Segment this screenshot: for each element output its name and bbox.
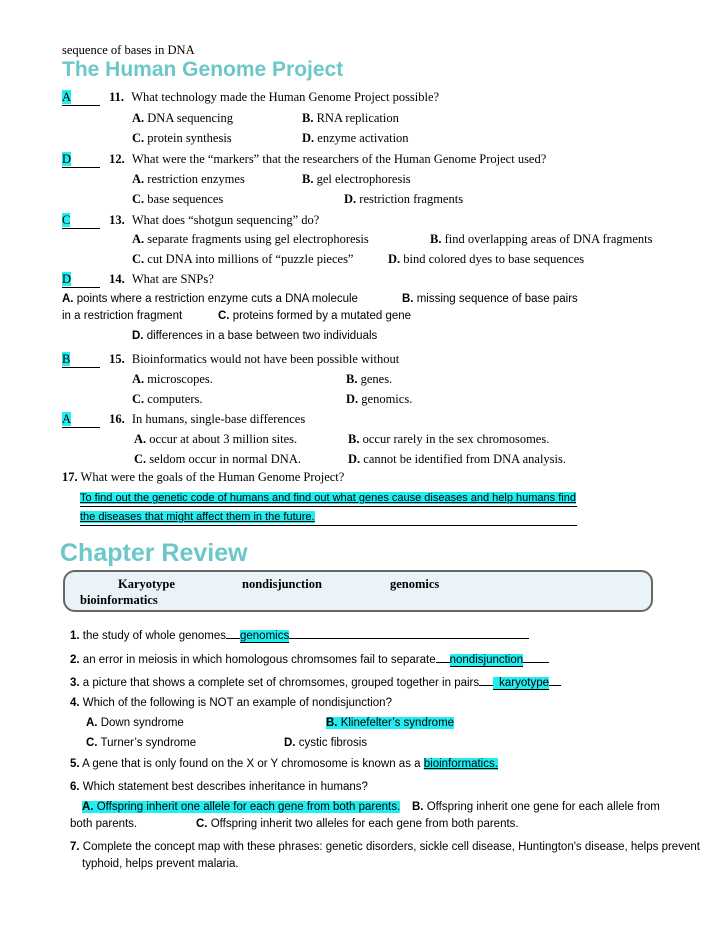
answer-value: B — [62, 352, 71, 366]
option-b-continued: both parents. — [70, 818, 138, 830]
review-item-3: 3. a picture that shows a complete set of chromsomes, grouped together in pairs karyotype — [70, 673, 561, 691]
option-b: B. Klinefelter’s syndrome — [326, 717, 455, 729]
answer-blank — [62, 412, 100, 428]
answer-value: karyotype — [493, 677, 549, 690]
question-16 — [62, 412, 305, 428]
answer-line-1: To find out the genetic code of humans and find out what genes cause diseases and help humans find — [80, 491, 577, 507]
option-c: C. protein synthesis — [132, 131, 232, 145]
word-bank-item: bioinformatics — [80, 593, 158, 607]
option-a: A. occur at about 3 million sites. — [134, 432, 298, 446]
option-c: C. cut DNA into millions of “puzzle pieces” — [132, 252, 354, 266]
option-b: B. genes. — [346, 372, 393, 386]
review-item-1: 1. the study of whole genomes genomics — [70, 626, 529, 644]
question-text: What are SNPs? — [131, 272, 214, 286]
word-bank-item: genomics — [390, 577, 440, 591]
answer-value: nondisjunction — [449, 654, 524, 666]
section-title-human-genome: The Human Genome Project — [62, 58, 344, 81]
section-title-chapter-review: Chapter Review — [60, 539, 248, 567]
answer-value: bioinformatics. — [423, 758, 498, 770]
answer-line-2: the diseases that might affect them in the future. — [80, 510, 577, 526]
option-c: C. Turner’s syndrome — [86, 737, 197, 749]
option-a-continued: in a restriction fragment — [62, 310, 183, 322]
option-c: C. seldom occur in normal DNA. — [134, 452, 301, 466]
review-item-4: 4. Which of the following is NOT an example of nondisjunction? — [70, 697, 392, 709]
answer-value: C — [62, 213, 71, 227]
option-b: B. Offspring inherit one gene for each allele from — [412, 801, 660, 813]
answer-value: A — [62, 412, 72, 426]
question-number: 12. — [109, 152, 125, 166]
option-c: C. proteins formed by a mutated gene — [218, 310, 412, 322]
option-b: B. occur rarely in the sex chromosomes. — [348, 432, 550, 446]
option-a: A. restriction enzymes — [132, 172, 245, 186]
option-a: A. microscopes. — [132, 372, 213, 386]
option-c: C. computers. — [132, 392, 203, 406]
answer-value: genomics — [240, 630, 290, 642]
review-item-7: 7. Complete the concept map with these phrases: genetic disorders, sickle cell disease, Huntington's disease, helps prevent — [70, 841, 700, 853]
word-bank-item: nondisjunction — [242, 577, 322, 591]
option-a: A. Offspring inherit one allele for each gene from both parents. — [82, 801, 401, 813]
question-number: 14. — [109, 272, 125, 286]
answer-value: A — [62, 90, 72, 104]
option-a: A. DNA sequencing — [132, 111, 234, 125]
question-text: What technology made the Human Genome Project possible? — [131, 90, 440, 104]
question-text: What were the “markers” that the researchers of the Human Genome Project used? — [131, 152, 547, 166]
question-number: 11. — [109, 90, 125, 104]
header-text: sequence of bases in DNA — [62, 43, 195, 57]
option-a: A. points where a restriction enzyme cuts a DNA molecule — [62, 293, 358, 305]
option-c: C. base sequences — [132, 192, 224, 206]
question-number: 16. — [109, 412, 125, 426]
question-number: 13. — [109, 213, 125, 227]
option-a: A. Down syndrome — [86, 717, 184, 729]
question-text: Bioinformatics would not have been possible without — [131, 352, 400, 366]
question-17 — [62, 470, 344, 485]
option-a: A. separate fragments using gel electrophoresis — [132, 232, 369, 246]
option-b: B. gel electrophoresis — [302, 172, 411, 186]
option-d: D. genomics. — [346, 392, 413, 406]
question-text: What does “shotgun sequencing” do? — [131, 213, 320, 227]
review-item-7-continued: typhoid, helps prevent malaria. — [82, 858, 239, 870]
answer-value: D — [62, 272, 72, 286]
question-text: What were the goals of the Human Genome Project? — [80, 470, 345, 484]
question-number: 15. — [109, 352, 125, 366]
answer-blank — [62, 90, 100, 106]
option-c: C. Offspring inherit two alleles for each gene from both parents. — [196, 818, 519, 830]
option-d: D. bind colored dyes to base sequences — [388, 252, 585, 266]
answer-blank — [62, 213, 100, 229]
question-text: In humans, single-base differences — [131, 412, 306, 426]
review-item-2: 2. an error in meiosis in which homologous chromsomes fail to separate nondisjunction — [70, 650, 549, 668]
review-item-6: 6. Which statement best describes inheritance in humans? — [70, 781, 368, 793]
answer-blank — [62, 352, 100, 368]
option-d: D. enzyme activation — [302, 131, 409, 145]
option-d: D. differences in a base between two individuals — [132, 330, 378, 342]
answer-blank — [62, 152, 100, 168]
question-13 — [62, 213, 319, 229]
review-item-5: 5. A gene that is only found on the X or Y chromosome is known as a bioinformatics. — [70, 758, 498, 770]
option-b: B. find overlapping areas of DNA fragments — [430, 232, 653, 246]
option-b: B. RNA replication — [302, 111, 399, 125]
option-b: B. missing sequence of base pairs — [402, 293, 578, 305]
word-bank-item: Karyotype — [118, 577, 175, 591]
question-12 — [62, 152, 546, 168]
question-number: 17. — [62, 470, 78, 484]
option-d: D. restriction fragments — [344, 192, 464, 206]
option-d: D. cannot be identified from DNA analysis. — [348, 452, 567, 466]
question-11 — [62, 90, 439, 106]
answer-value: D — [62, 152, 72, 166]
option-d: D. cystic fibrosis — [284, 737, 368, 749]
question-14 — [62, 272, 214, 288]
question-15 — [62, 352, 399, 368]
answer-blank — [62, 272, 100, 288]
